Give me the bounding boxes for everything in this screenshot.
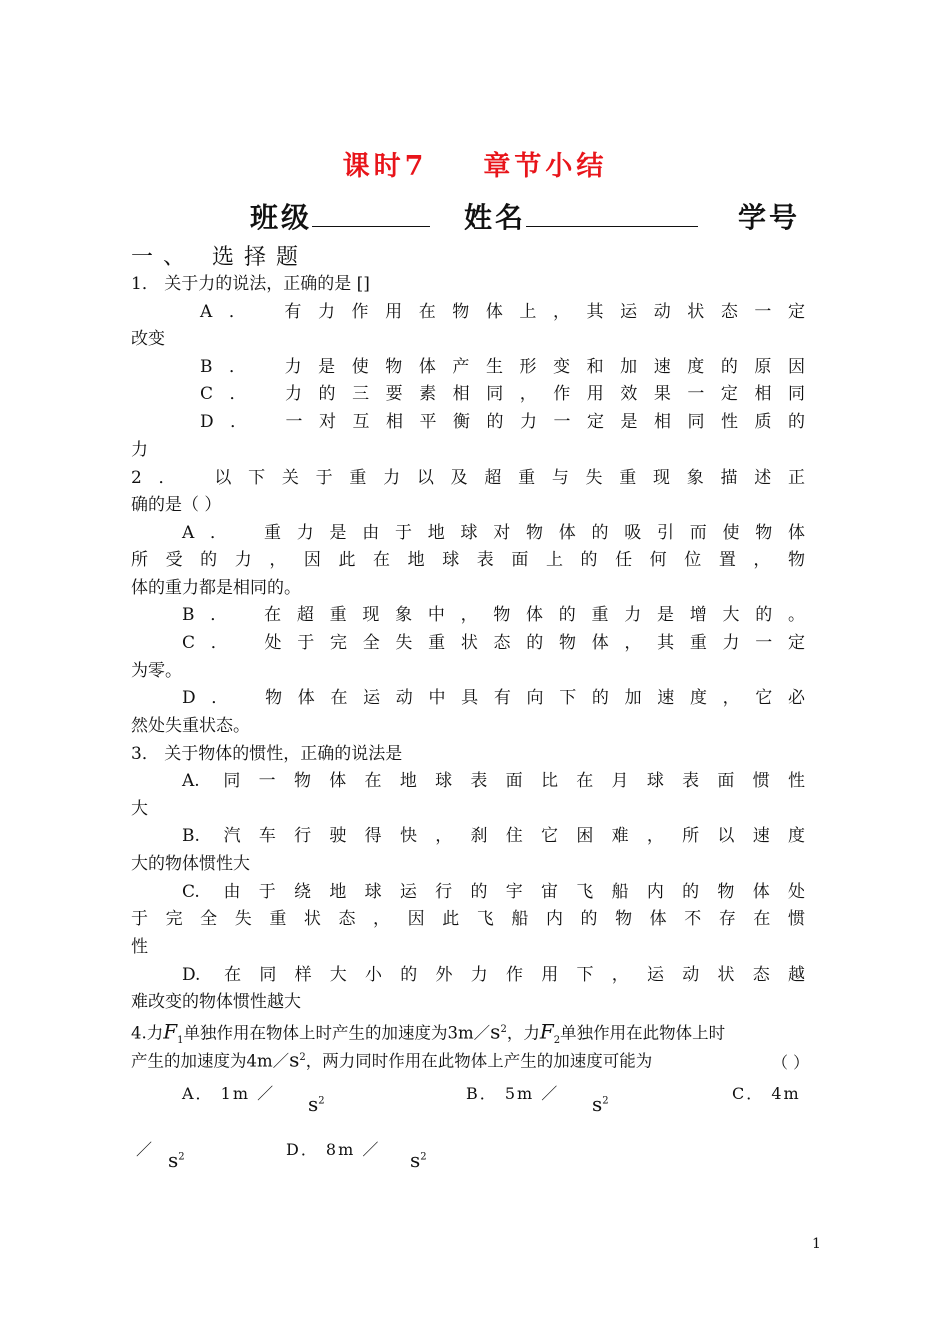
q1-option-a-cont: 改变: [131, 329, 165, 349]
q3-option-d-cont: 难改变的物体惯性越大: [131, 992, 301, 1012]
q4-option-d: D． 8m ／: [286, 1140, 381, 1159]
page-title: [0, 144, 950, 183]
q4-option-c-unit: $s^2$: [168, 1148, 185, 1172]
q4-stem: 4.力$F_1$单独作用在物体上时产生的加速度为$3m/s^2$，力$F_2$单独作用在此物体上时: [131, 1019, 726, 1046]
q3-option-b-cont: 大的物体惯性大: [131, 854, 250, 874]
q2-option-b: B． 在超重现象中，物体的重力是增大的。: [182, 605, 805, 625]
q3-option-c: C. 由于绕地球运行的宇宙飞船内的物体处: [182, 882, 805, 902]
q3-option-c-cont2: 性: [131, 937, 148, 957]
class-label: 班级: [250, 201, 313, 234]
section-heading: 一、 选择题: [131, 245, 308, 270]
q4-option-a: A． 1m ／: [182, 1084, 276, 1103]
q1-stem: 1． 关于力的说法，正确的是 []: [131, 274, 370, 294]
q3-option-c-cont: 于完全失重状态，因此飞船内的物体不存在惯: [131, 909, 805, 929]
q4-option-b-unit: $s^2$: [592, 1092, 609, 1116]
q3-option-b: B. 汽车行驶得快，刹住它困难，所以速度: [182, 826, 805, 846]
q2-option-a-cont: 所受的力，因此在地球表面上的任何位置，物: [131, 550, 805, 570]
title-lesson: 课时7: [342, 151, 428, 182]
q4-option-c: C． 4m: [732, 1084, 801, 1103]
force-symbol: F: [163, 1019, 178, 1044]
q2-option-c-cont: 为零。: [131, 661, 182, 681]
q3-option-a-cont: 大: [131, 799, 148, 819]
q3-option-d: D. 在同样大小的外力作用下，运动状态越: [182, 965, 805, 985]
q2-option-d: D． 物体在运动中具有向下的加速度，它必: [182, 688, 805, 708]
title-chapter: 章节小结: [483, 151, 608, 182]
q4-answer-paren: （ ）: [772, 1053, 810, 1072]
q3-option-a: A. 同一物体在地球表面比在月球表面惯性: [182, 771, 805, 791]
name-blank[interactable]: [526, 200, 698, 227]
student-info: [250, 196, 800, 236]
q4-option-c-slash: ／: [136, 1140, 153, 1159]
q3-stem: 3． 关于物体的惯性，正确的说法是: [131, 744, 403, 764]
q2-stem: 2． 以下关于重力以及超重与失重现象描述正: [131, 468, 805, 488]
class-blank[interactable]: [312, 200, 430, 227]
name-label: 姓名: [464, 201, 527, 234]
q1-option-b: B． 力是使物体产生形变和加速度的原因: [200, 357, 805, 377]
q2-option-a: A． 重力是由于地球对物体的吸引而使物体: [182, 523, 805, 543]
q4-option-d-unit: $s^2$: [410, 1148, 427, 1172]
q2-option-a-cont2: 体的重力都是相同的。: [131, 578, 301, 598]
force-symbol: F: [539, 1019, 554, 1044]
q4-stem-cont: 产生的加速度为$4m/s^2$，两力同时作用在此物体上产生的加速度可能为: [131, 1047, 653, 1072]
q2-stem-cont: 确的是（ ）: [131, 495, 222, 515]
q1-option-d: D． 一对互相平衡的力一定是相同性质的: [200, 412, 805, 432]
q2-option-d-cont: 然处失重状态。: [131, 716, 250, 736]
page-number: 1: [812, 1236, 821, 1252]
q1-option-a: A． 有力作用在物体上，其运动状态一定: [200, 302, 805, 322]
q4-option-b: B． 5m ／: [466, 1084, 560, 1103]
number-label: 学号: [738, 201, 801, 234]
q1-option-d-cont: 力: [131, 440, 148, 460]
q1-option-c: C． 力的三要素相同，作用效果一定相同: [200, 384, 805, 404]
q4-option-a-unit: $s^2$: [308, 1092, 325, 1116]
q2-option-c: C． 处于完全失重状态的物体，其重力一定: [182, 633, 805, 653]
